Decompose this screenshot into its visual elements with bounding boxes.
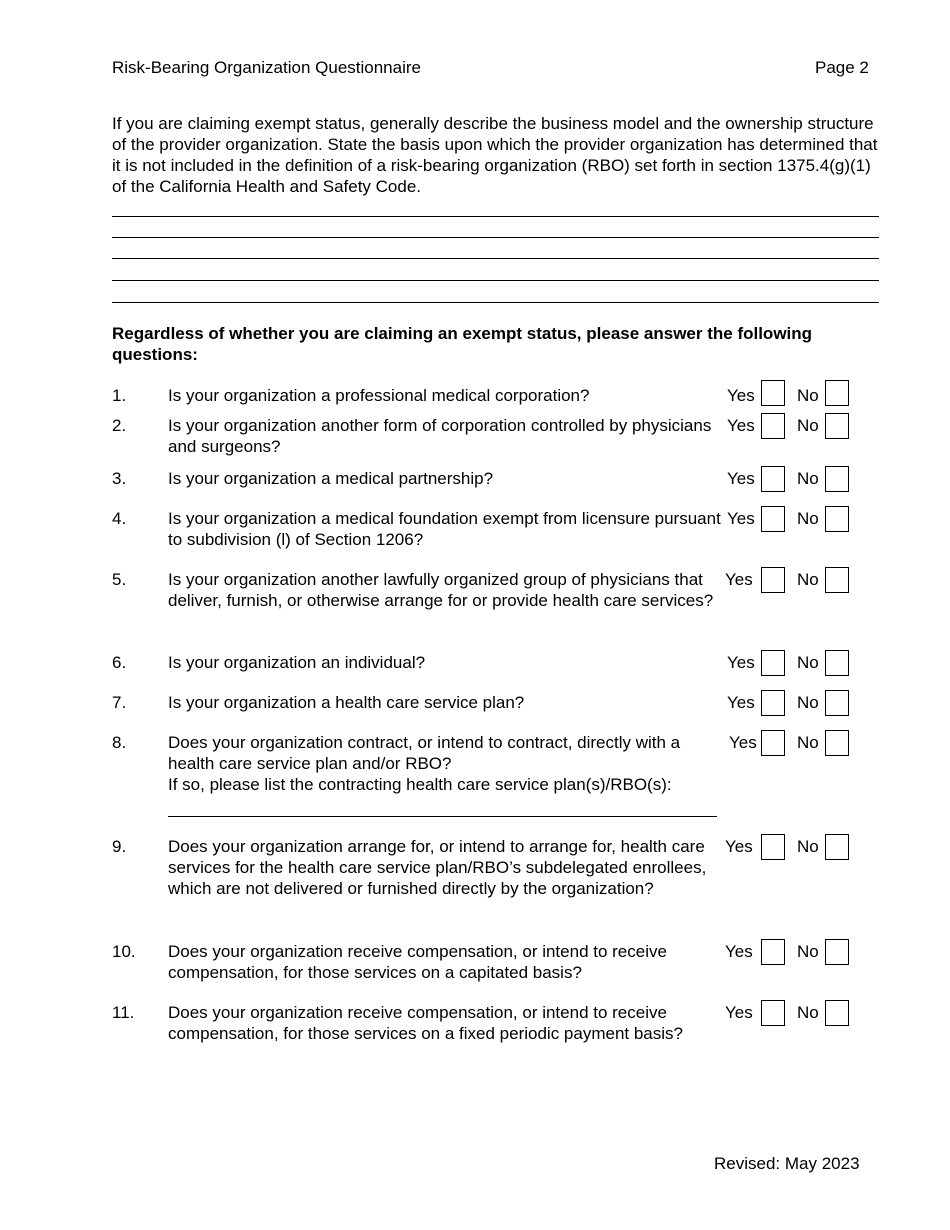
yes-label: Yes (727, 469, 755, 488)
question-text: Is your organization a professional medical corporation? (168, 386, 590, 405)
question-text: Is your organization an individual? (168, 653, 426, 672)
yes-checkbox[interactable] (761, 1000, 785, 1026)
question-number: 1. (112, 386, 127, 405)
yes-label: Yes (725, 942, 753, 961)
page-number: Page 2 (815, 58, 869, 77)
question-number: 10. (112, 942, 136, 961)
question-number: 4. (112, 509, 127, 528)
question-number: 8. (112, 733, 127, 752)
no-label: No (797, 693, 819, 712)
question-text: Is your organization another form of corporation controlled by physicians and surgeons? (168, 416, 712, 456)
yes-checkbox[interactable] (761, 506, 785, 532)
question-followup: If so, please list the contracting health care service plan(s)/RBO(s): (168, 775, 672, 794)
yes-checkbox[interactable] (761, 413, 785, 439)
yes-label: Yes (727, 386, 755, 405)
yes-checkbox[interactable] (761, 834, 785, 860)
intro-paragraph: If you are claiming exempt status, generally describe the business model and the ownership structure of the provider organization. State the basis upon which the provider organization has determined that it is not included in the definition of a risk-bearing organization (RBO) set forth in section 1375.4(g)(1) of the California Health and Safety Code. (112, 114, 878, 196)
question-number: 6. (112, 653, 127, 672)
no-label: No (797, 469, 819, 488)
question-number: 9. (112, 837, 127, 856)
yes-checkbox[interactable] (761, 939, 785, 965)
description-answer-line[interactable] (112, 302, 879, 303)
question-text: Is your organization a medical foundation exempt from licensure pursuant to subdivision (l) of Section 1206? (168, 509, 721, 549)
yes-label: Yes (727, 416, 755, 435)
no-checkbox[interactable] (825, 380, 849, 406)
question-text: Is your organization a health care service plan? (168, 693, 525, 712)
yes-label: Yes (727, 693, 755, 712)
question-number: 3. (112, 469, 127, 488)
question-text: Is your organization a medical partnership? (168, 469, 494, 488)
question-number: 5. (112, 570, 127, 589)
yes-checkbox[interactable] (761, 690, 785, 716)
no-label: No (797, 416, 819, 435)
question-text: Does your organization arrange for, or intend to arrange for, health care services for the health care service plan/RBO’s subdelegated enrollees, which are not delivered or furnished directly by the organization? (168, 837, 707, 898)
question-number: 7. (112, 693, 127, 712)
no-label: No (797, 509, 819, 528)
no-label: No (797, 1003, 819, 1022)
description-answer-line[interactable] (112, 216, 879, 217)
no-label: No (797, 942, 819, 961)
yes-label: Yes (725, 837, 753, 856)
yes-label: Yes (727, 509, 755, 528)
description-answer-line[interactable] (112, 237, 879, 238)
no-checkbox[interactable] (825, 567, 849, 593)
instruction-heading: Regardless of whether you are claiming an exempt status, please answer the following questions: (112, 324, 813, 364)
yes-checkbox[interactable] (761, 650, 785, 676)
question-number: 2. (112, 416, 127, 435)
yes-checkbox[interactable] (761, 567, 785, 593)
yes-label: Yes (729, 733, 757, 752)
revision-date: Revised: May 2023 (714, 1154, 860, 1173)
no-checkbox[interactable] (825, 413, 849, 439)
description-answer-line[interactable] (112, 280, 879, 281)
no-checkbox[interactable] (825, 506, 849, 532)
question-number: 11. (112, 1003, 135, 1022)
question-text: Does your organization contract, or intend to contract, directly with a health care service plan and/or RBO? (168, 733, 681, 773)
no-label: No (797, 733, 819, 752)
question-text: Does your organization receive compensation, or intend to receive compensation, for those services on a fixed periodic payment basis? (168, 1003, 683, 1043)
yes-label: Yes (725, 570, 753, 589)
yes-checkbox[interactable] (761, 380, 785, 406)
yes-label: Yes (725, 1003, 753, 1022)
no-checkbox[interactable] (825, 466, 849, 492)
document-title: Risk-Bearing Organization Questionnaire (112, 58, 421, 77)
plan-list-answer-line[interactable] (168, 816, 717, 817)
no-checkbox[interactable] (825, 730, 849, 756)
description-answer-line[interactable] (112, 258, 879, 259)
no-checkbox[interactable] (825, 834, 849, 860)
question-text: Does your organization receive compensation, or intend to receive compensation, for those services on a capitated basis? (168, 942, 667, 982)
no-checkbox[interactable] (825, 939, 849, 965)
no-checkbox[interactable] (825, 650, 849, 676)
no-label: No (797, 837, 819, 856)
no-checkbox[interactable] (825, 1000, 849, 1026)
no-checkbox[interactable] (825, 690, 849, 716)
no-label: No (797, 570, 819, 589)
yes-checkbox[interactable] (761, 730, 785, 756)
no-label: No (797, 386, 819, 405)
yes-checkbox[interactable] (761, 466, 785, 492)
no-label: No (797, 653, 819, 672)
yes-label: Yes (727, 653, 755, 672)
question-text: Is your organization another lawfully organized group of physicians that deliver, furnish, or otherwise arrange for or provide health care services? (168, 570, 714, 610)
